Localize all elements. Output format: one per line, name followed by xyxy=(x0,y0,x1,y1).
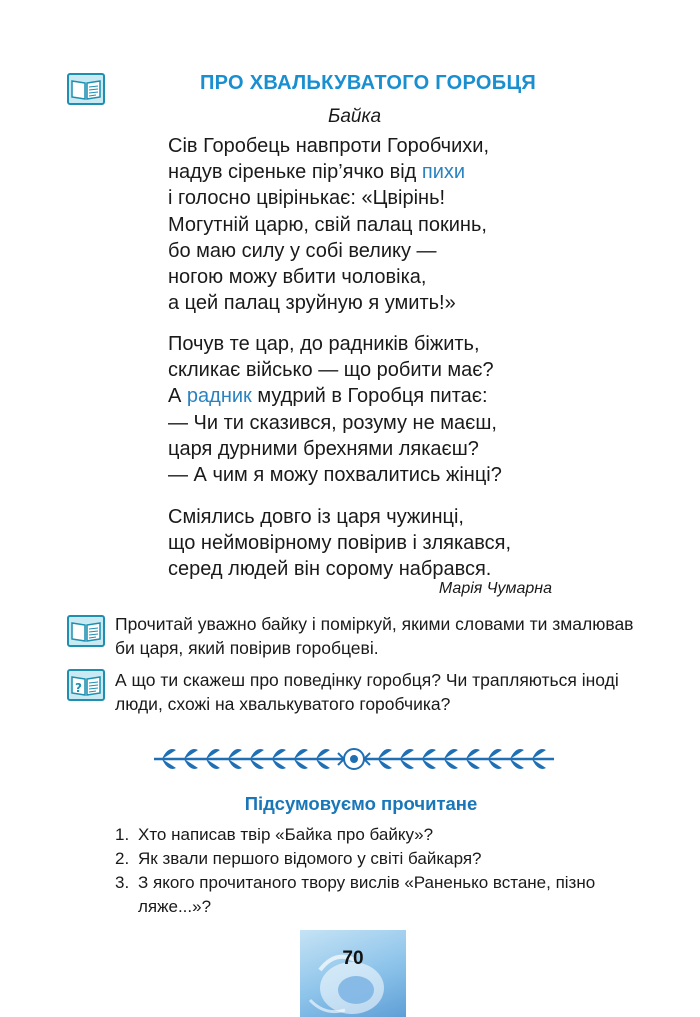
poem-line: Сміялись довго із царя чужинці, xyxy=(168,506,464,528)
poem-line: що неймовірному повірив і злякався, xyxy=(168,532,512,555)
poem-line: Могутній царю, свій палац покинь, xyxy=(168,213,487,236)
poem-line: серед людей він сорому набрався. xyxy=(168,558,492,581)
poem-line: А радник мудрий в Горобця питає: xyxy=(168,385,488,408)
poem-line: — А чим я можу похвалитись жінці? xyxy=(168,464,502,487)
poem-line: — Чи ти сказився, розуму не маєш, xyxy=(168,411,497,434)
svg-text:?: ? xyxy=(75,681,82,695)
think-task-text: А що ти скажеш про поведінку горобця? Чи трапляються іноді люди, схожі на хвалькуватого горобчика? xyxy=(115,670,619,714)
poem-line: царя дурними брехнями лякаєш? xyxy=(168,437,479,460)
open-book-icon xyxy=(67,615,105,647)
poem-line: скликає військо — що робити має? xyxy=(168,359,494,382)
stanza-1 xyxy=(168,133,489,316)
read-task-text: Прочитай уважно байку і поміркуй, якими словами ти змалював би царя, який повірив горобцеві. xyxy=(115,614,634,658)
page-number-badge xyxy=(300,930,406,1017)
poem-line: надув сіреньке пір’ячко від пихи xyxy=(168,161,466,184)
poem-title: ПРО ХВАЛЬКУВАТОГО ГОРОБЦЯ xyxy=(199,72,537,94)
poem-line: і голосно цвірінькає: «Цвірінь! xyxy=(168,187,446,210)
poem-line: бо маю силу у собі велику — xyxy=(168,239,437,262)
stanza-3 xyxy=(168,504,511,583)
poem-subtitle: Байка xyxy=(328,106,382,127)
poem-line: Почув те цар, до радників біжить, xyxy=(168,333,480,355)
page-number: 70 xyxy=(342,948,364,969)
list-item: 2. Як звали першого відомого у світі байкаря? xyxy=(115,849,482,868)
poem-line: ногою можу вбити чоловіка, xyxy=(168,266,427,289)
poem-line: а цей палац зруйную я умить!» xyxy=(168,292,456,315)
list-item: 3. З якого прочитаного твору вислів «Раненько встане, пізно ляже...»? xyxy=(115,873,596,916)
summary-questions xyxy=(115,823,655,919)
summary-title: Підсумовуємо прочитане xyxy=(244,793,478,814)
list-item: 1. Хто написав твір «Байка про байку»? xyxy=(115,825,434,844)
bird-decoration-icon xyxy=(300,930,406,1017)
gloss-word[interactable]: радник xyxy=(186,385,252,408)
gloss-word[interactable]: пихи xyxy=(421,161,466,184)
stanza-2 xyxy=(168,331,502,488)
question-book-icon xyxy=(67,669,105,701)
poem-author: Марія Чумарна xyxy=(438,580,552,597)
poem-line: Сів Горобець навпроти Горобчихи, xyxy=(168,135,490,157)
ornament-divider xyxy=(148,740,560,778)
